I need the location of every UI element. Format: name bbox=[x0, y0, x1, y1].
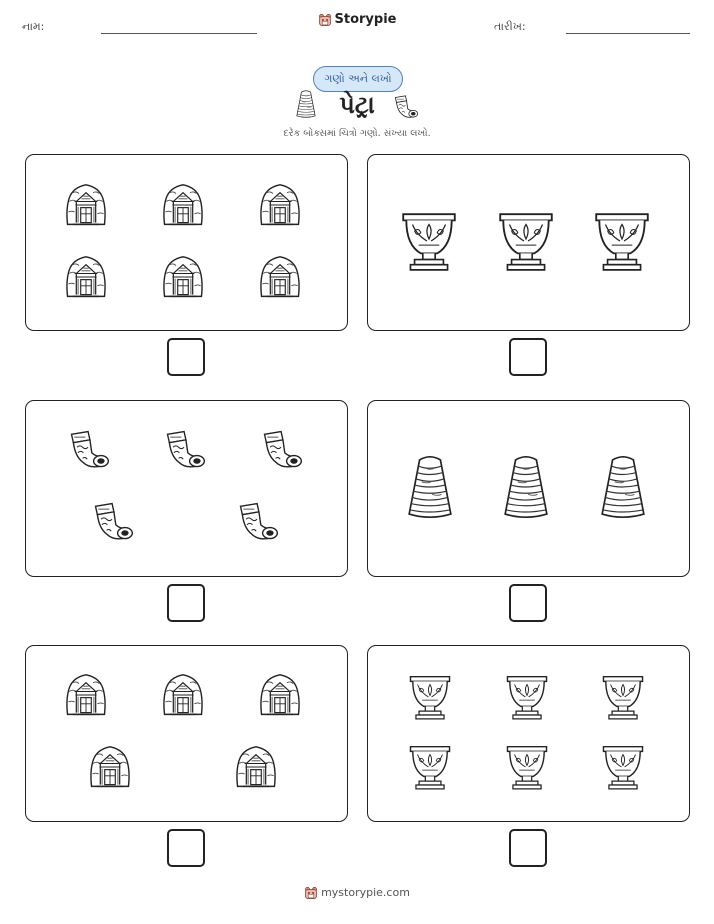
date-label: તારીખ: bbox=[494, 20, 526, 33]
rock-tomb-icon bbox=[161, 252, 205, 302]
broken-column-icon bbox=[392, 94, 420, 120]
broken-column-icon bbox=[90, 500, 136, 544]
sandstone-rock-icon bbox=[598, 452, 648, 522]
footer bbox=[0, 886, 714, 900]
stone-urn-icon bbox=[407, 742, 453, 792]
stone-urn-icon bbox=[593, 208, 651, 274]
date-line[interactable] bbox=[566, 33, 690, 34]
rock-tomb-icon bbox=[258, 252, 302, 302]
rock-tomb-icon bbox=[258, 180, 302, 230]
footer-url[interactable]: mystorypie.com bbox=[321, 886, 410, 899]
instruction-text: દરેક બોક્સમાં ચિત્રો ગણો. સંખ્યા લખો. bbox=[283, 128, 431, 139]
rock-tomb-icon bbox=[64, 180, 108, 230]
rock-tomb-icon bbox=[64, 252, 108, 302]
rock-tomb-icon bbox=[258, 670, 302, 720]
broken-column-icon bbox=[162, 428, 208, 472]
stone-urn-icon bbox=[407, 672, 453, 722]
storypie-logo-icon bbox=[304, 886, 318, 900]
rock-tomb-icon bbox=[64, 670, 108, 720]
sandstone-rock-icon bbox=[501, 452, 551, 522]
answer-box-3[interactable] bbox=[167, 584, 205, 622]
broken-column-icon bbox=[235, 500, 281, 544]
activity-badge: ગણો અને લખો bbox=[313, 66, 403, 92]
stone-urn-icon bbox=[497, 208, 555, 274]
answer-box-1[interactable] bbox=[167, 338, 205, 376]
stone-urn-icon bbox=[600, 742, 646, 792]
brand bbox=[0, 12, 714, 27]
broken-column-icon bbox=[259, 428, 305, 472]
stone-urn-icon bbox=[600, 672, 646, 722]
answer-box-2[interactable] bbox=[509, 338, 547, 376]
name-line[interactable] bbox=[101, 33, 257, 34]
count-box-3 bbox=[25, 400, 348, 577]
brand-name: Storypie bbox=[334, 12, 397, 27]
name-label: નામ: bbox=[22, 20, 45, 33]
answer-box-4[interactable] bbox=[509, 584, 547, 622]
sandstone-rock-icon bbox=[405, 452, 455, 522]
broken-column-icon bbox=[66, 428, 112, 472]
stone-urn-icon bbox=[400, 208, 458, 274]
answer-box-6[interactable] bbox=[509, 829, 547, 867]
answer-box-5[interactable] bbox=[167, 829, 205, 867]
storypie-logo-icon bbox=[318, 13, 332, 27]
stone-urn-icon bbox=[504, 742, 550, 792]
stone-urn-icon bbox=[504, 672, 550, 722]
rock-tomb-icon bbox=[88, 742, 132, 792]
worksheet-title: પેટ્રા bbox=[339, 91, 375, 119]
rock-tomb-icon bbox=[234, 742, 278, 792]
rock-tomb-icon bbox=[161, 670, 205, 720]
rock-tomb-icon bbox=[161, 180, 205, 230]
